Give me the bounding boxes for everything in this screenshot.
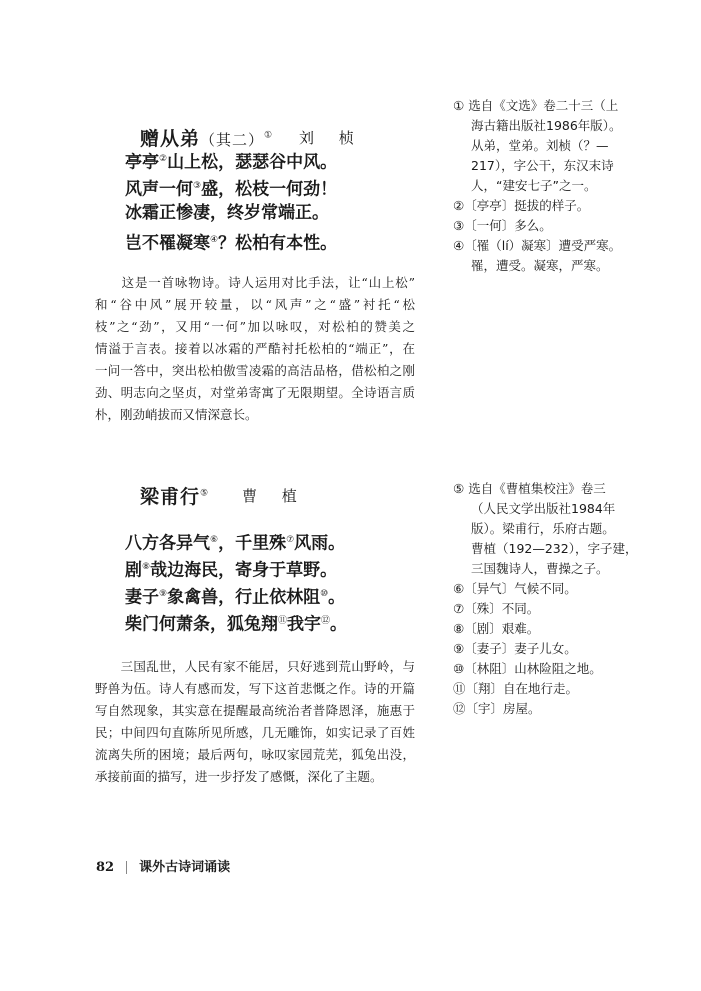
- note: [453, 659, 643, 679]
- note-line: 曹植（192—232），字子建，: [471, 541, 638, 556]
- text-segment: 。: [328, 587, 346, 608]
- text-segment: 妻子: [125, 587, 159, 608]
- book-title: 课外古诗词诵读: [139, 860, 231, 875]
- note-ref: ⑤: [200, 488, 210, 499]
- note-ref: ⑪: [278, 616, 288, 626]
- commentary-line: 劲、明志向之坚贞，对堂弟寄寓了无限期望。全诗语言质: [95, 385, 415, 400]
- text-segment: 八方各异气: [125, 533, 210, 554]
- text-segment: ③: [453, 218, 465, 233]
- text-segment: ②: [453, 198, 465, 213]
- text-segment: ⑫: [453, 701, 466, 716]
- note: [453, 96, 643, 116]
- note: [453, 639, 643, 659]
- note-line: （人民文学出版社1984年: [471, 501, 616, 516]
- poem-line: [125, 554, 347, 581]
- text-segment: 亭亭: [125, 152, 159, 173]
- commentary-line: 情溢于言表。接着以冰霜的严酷衬托松柏的“端正”，在: [95, 341, 415, 356]
- poem1-commentary: [95, 272, 415, 426]
- poem-line: [125, 173, 337, 200]
- commentary-line: 三国乱世，人民有家不能居，只好逃到荒山野岭，与: [95, 659, 415, 674]
- poem2-title-text: 梁甫行: [140, 486, 201, 508]
- text-segment: ⑤: [453, 481, 465, 496]
- note: [453, 679, 643, 699]
- note: [453, 699, 643, 719]
- text-segment: 剧: [125, 560, 142, 581]
- note-line: 罹，遭受。凝寒，严寒。: [471, 258, 609, 273]
- text-segment: 岂不罹凝寒: [125, 233, 210, 254]
- commentary-line: 枝”之“劲”，又用“一何”加以咏叹，对松柏的赞美之: [95, 319, 415, 334]
- text-segment: 我宇: [287, 614, 322, 635]
- poem2-title: [140, 482, 209, 509]
- text-segment: 〔翔〕自在地行走。: [465, 681, 579, 696]
- note-line: 217），字公干，东汉末诗: [471, 158, 614, 173]
- commentary-line: 写自然现象，其实意在提醒最高统治者普降恩泽，施惠于: [95, 703, 415, 718]
- poem-line: [125, 146, 337, 173]
- poem-line: [125, 608, 347, 635]
- note: [453, 236, 643, 256]
- text-segment: 〔妻子〕妻子儿女。: [464, 641, 577, 656]
- note-ref: ⑦: [286, 535, 295, 545]
- note-line: 版）。梁甫行，乐府古题。: [471, 521, 615, 536]
- text-segment: ④: [453, 238, 465, 253]
- text-segment: ⑩: [453, 661, 465, 676]
- poem1-notes: [453, 96, 643, 276]
- commentary-line: 朴，刚劲峭拔而又情深意长。: [95, 407, 258, 422]
- poem-line: [125, 527, 347, 554]
- note: [453, 216, 643, 236]
- text-segment: 哉边海民，寄身于草野。: [150, 560, 338, 581]
- text-segment: ⑥: [453, 581, 465, 596]
- poem1-body: [125, 146, 337, 254]
- text-segment: 冰霜正惨凄，终岁常端正。: [125, 203, 329, 223]
- text-segment: 〔宇〕房屋。: [465, 701, 541, 716]
- commentary-line: 野兽为伍。诗人有感而发，写下这首悲慨之作。诗的开篇: [95, 681, 415, 696]
- commentary-line: 和“谷中风”展开较量，以“风声”之“盛”衬托“松: [95, 297, 415, 312]
- note-ref: ③: [193, 181, 202, 191]
- note-line: 从弟，堂弟。刘桢（？—: [471, 138, 609, 153]
- text-segment: 〔一何〕多么。: [464, 218, 552, 233]
- poem-line: [125, 227, 337, 254]
- text-segment: 山上松，瑟瑟谷中风。: [167, 152, 338, 173]
- note-ref: ⑩: [320, 589, 329, 599]
- note-line: 人，“建安七子”之一。: [471, 178, 597, 193]
- poem1-author: 刘 桢: [299, 129, 364, 147]
- poem-line: [125, 200, 337, 227]
- text-segment: ⑨: [453, 641, 465, 656]
- text-segment: 柴门何萧条，狐兔翔: [125, 614, 278, 635]
- text-segment: 。: [330, 614, 348, 635]
- poem-line: [125, 581, 347, 608]
- text-segment: 〔剧〕艰难。: [464, 621, 540, 636]
- commentary-line: 流离失所的困境；最后两句，咏叹家园荒芜，狐兔出没，: [95, 747, 415, 762]
- note: [453, 479, 643, 499]
- note-ref: ⑥: [210, 535, 219, 545]
- text-segment: 〔亭亭〕挺拔的样子。: [464, 198, 590, 213]
- poem1-title-text: 赠从弟: [140, 128, 201, 150]
- text-segment: 盛，松枝一何劲！: [201, 179, 338, 200]
- note: [453, 619, 643, 639]
- note-ref: ②: [159, 154, 168, 164]
- text-segment: 象禽兽，行止依林阻: [167, 587, 321, 608]
- note-ref: ⑨: [159, 589, 168, 599]
- text-segment: 风雨。: [294, 533, 346, 554]
- page-footer: [96, 856, 230, 875]
- text-segment: ①: [453, 98, 465, 113]
- poem2-notes: [453, 479, 643, 719]
- commentary-line: 民；中间四句直陈所见所感，几无雕饰，如实记录了百姓: [95, 725, 415, 740]
- note: [453, 599, 643, 619]
- note-ref: ⑫: [321, 616, 331, 626]
- text-segment: 〔罹（lí）凝寒〕遭受严寒。: [464, 238, 622, 253]
- note-ref: ①: [264, 130, 274, 141]
- text-segment: ⑦: [453, 601, 465, 616]
- poem2-commentary: [95, 656, 415, 788]
- poem2-body: [125, 527, 347, 635]
- commentary-line: 一问一答中，突出松柏傲雪凌霜的高洁品格，借松柏之刚: [95, 363, 415, 378]
- note-line: 海古籍出版社1986年版）。: [471, 118, 622, 133]
- poem1-subtitle: （其二）: [200, 131, 265, 149]
- text-segment: 选自《文选》卷二十三（上: [468, 98, 619, 113]
- note: [453, 579, 643, 599]
- text-segment: 〔异气〕气候不同。: [464, 581, 577, 596]
- note: [453, 196, 643, 216]
- text-segment: ⑪: [453, 681, 466, 696]
- text-segment: ，千里殊: [218, 533, 287, 554]
- poem2-author: 曹 植: [242, 487, 307, 505]
- text-segment: ⑧: [453, 621, 465, 636]
- text-segment: 选自《曹植集校注》卷三: [468, 481, 606, 496]
- note-ref: ④: [210, 235, 219, 245]
- text-segment: 风声一何: [125, 179, 193, 200]
- note-ref: ⑧: [142, 562, 151, 572]
- text-segment: 〔林阻〕山林险阻之地。: [464, 661, 602, 676]
- commentary-line: 这是一首咏物诗。诗人运用对比手法，让“山上松”: [95, 275, 415, 290]
- note-line: 三国魏诗人，曹操之子。: [471, 561, 609, 576]
- commentary-line: 承接前面的描写，进一步抒发了感慨，深化了主题。: [95, 769, 383, 784]
- page-number: 82: [96, 860, 115, 875]
- text-segment: ？松柏有本性。: [218, 233, 338, 254]
- footer-divider: [126, 861, 127, 874]
- text-segment: 〔殊〕不同。: [464, 601, 540, 616]
